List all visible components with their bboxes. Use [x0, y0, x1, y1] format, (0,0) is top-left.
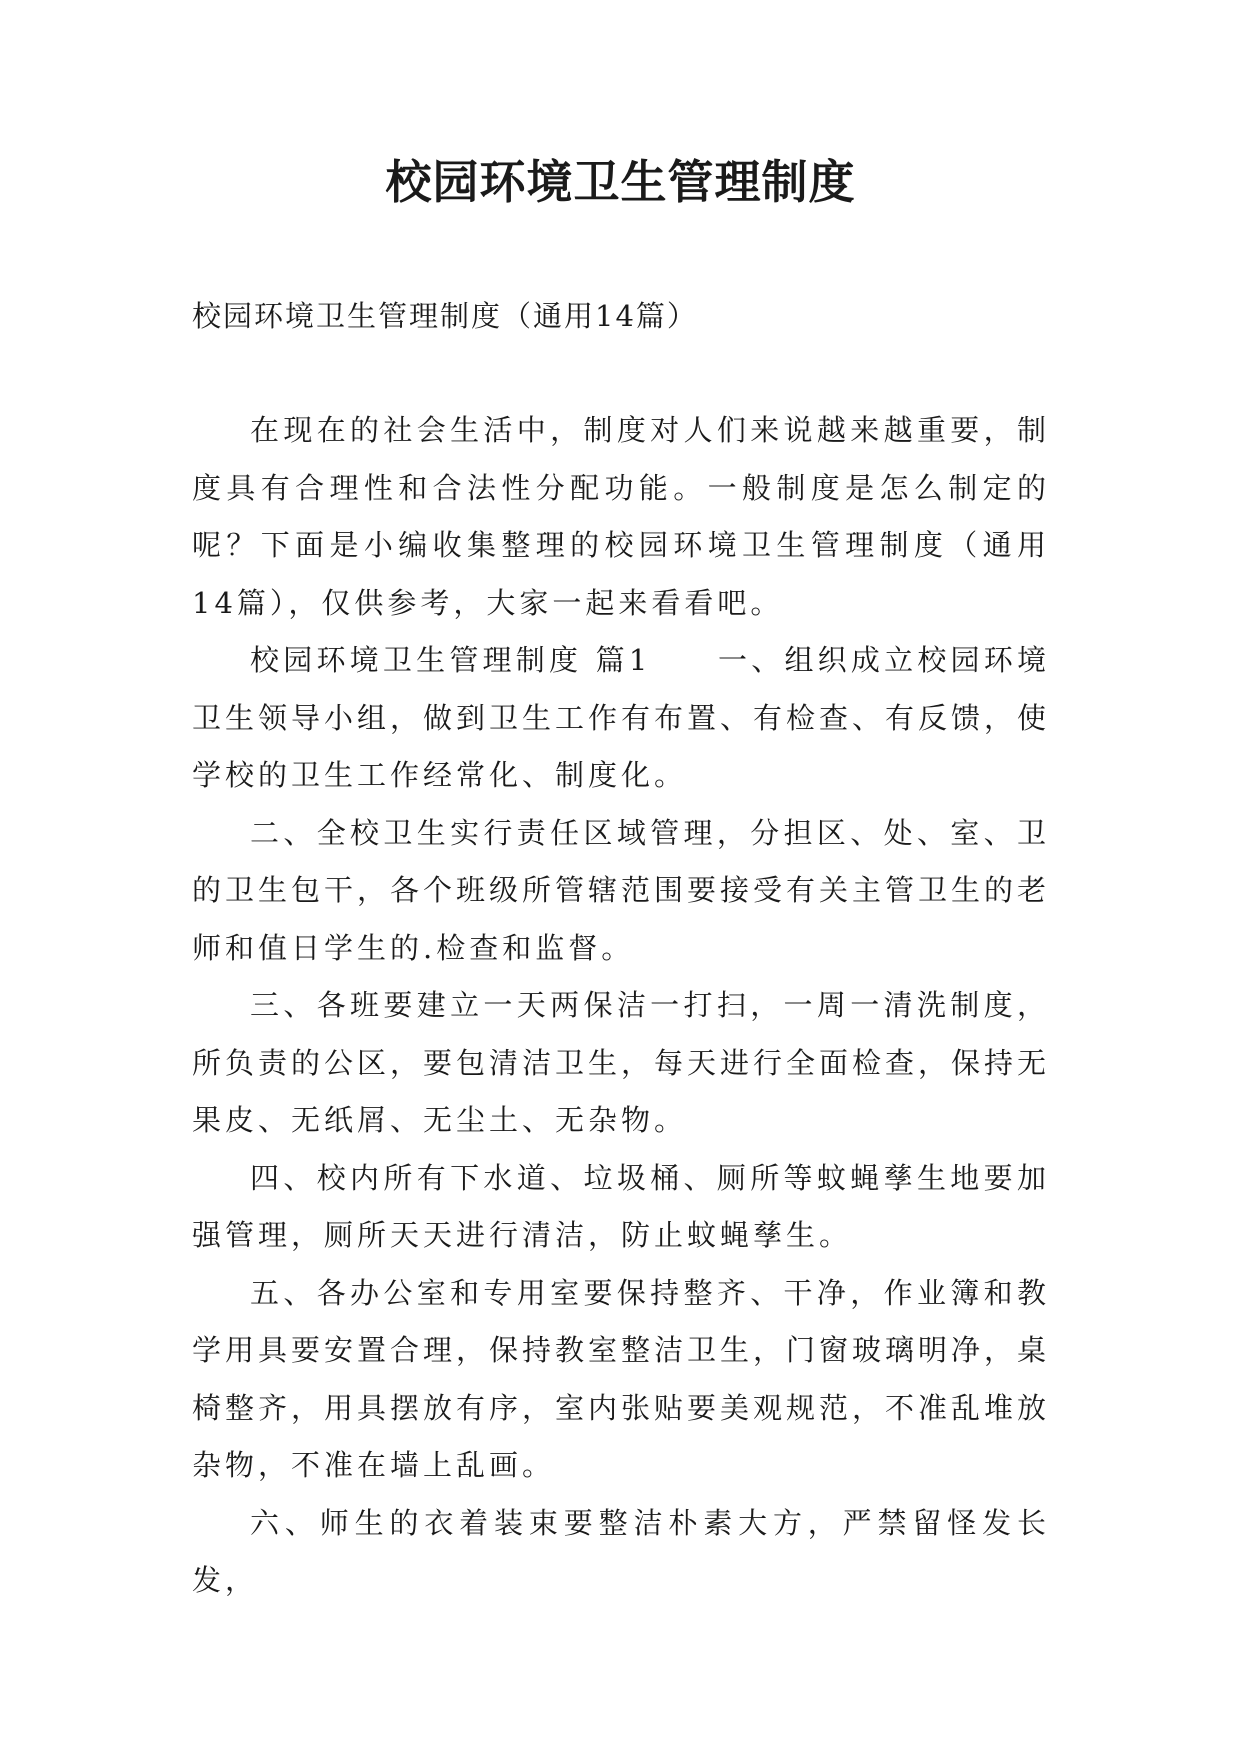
- paragraph-item-6: 六、师生的衣着装束要整洁朴素大方，严禁留怪发长发，: [192, 1505, 1050, 1597]
- paragraph-item-4: 四、校内所有下水道、垃圾桶、厕所等蚊蝇孳生地要加强管理，厕所天天进行清洁，防止蚊蝇孳生。: [192, 1160, 1050, 1252]
- paragraph-item-3: 三、各班要建立一天两保洁一打扫，一周一清洗制度，所负责的公区，要包清洁卫生，每天进行全面检查，保持无果皮、无纸屑、无尘土、无杂物。: [192, 988, 1051, 1137]
- document-subtitle: 校园环境卫生管理制度（通用14篇）: [192, 299, 698, 333]
- paragraph-intro: 在现在的社会生活中，制度对人们来说越来越重要，制度具有合理性和合法性分配功能。一般制度是怎么制定的呢？下面是小编收集整理的校园环境卫生管理制度（通用14篇），仅供参考，大家一起来看看吧。: [192, 413, 1050, 620]
- paragraph-item-5: 五、各办公室和专用室要保持整齐、干净，作业簿和教学用具要安置合理，保持教室整洁卫生，门窗玻璃明净，桌椅整齐，用具摆放有序，室内张贴要美观规范，不准乱堆放杂物，不准在墙上乱画。: [192, 1275, 1051, 1482]
- paragraph-item-2: 二、全校卫生实行责任区域管理，分担区、处、室、卫的卫生包干，各个班级所管辖范围要接受有关主管卫生的老师和值日学生的.检查和监督。: [192, 815, 1051, 965]
- page-title: 校园环境卫生管理制度: [385, 155, 856, 209]
- document-body: [192, 402, 1050, 1610]
- paragraph-item-1: 校园环境卫生管理制度 篇1 一、组织成立校园环境卫生领导小组，做到卫生工作有布置、有检查、有反馈，使学校的卫生工作经常化、制度化。: [192, 643, 1051, 792]
